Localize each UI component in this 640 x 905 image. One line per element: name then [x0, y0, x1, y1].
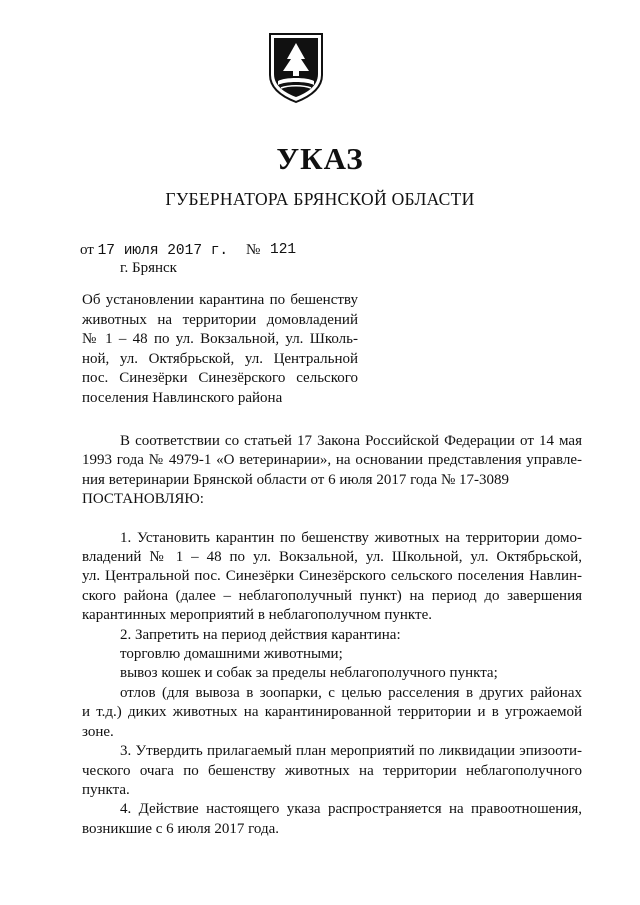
city: г. Брянск	[120, 260, 177, 276]
item-2-line: отлов (для вывоза в зоопарки, с целью расселения в других районах	[120, 684, 582, 701]
subject-line: поселения Навлинского района	[82, 389, 283, 406]
item-2-line: и т.д.) диких животных на карантинированной территории и в угрожаемой	[82, 704, 582, 721]
decree-body	[82, 432, 582, 839]
subject-line: пос. Синезёрки Синезёрского сельского	[82, 370, 358, 386]
item-2-line: торговлю домашними животными;	[120, 646, 343, 663]
item-1-line: ул. Центральной пос. Синезёрки Синезёрского сельского поселения Навлин-	[82, 568, 582, 585]
preamble-line: ния ветеринарии Брянской области от 6 июля 2017 года № 17-3089	[82, 471, 510, 488]
coat-of-arms-icon	[267, 31, 325, 105]
item-2-line: 2. Запретить на период действия карантина:	[120, 626, 401, 643]
document-subtitle: ГУБЕРНАТОРА БРЯНСКОЙ ОБЛАСТИ	[165, 189, 475, 209]
subject-line: ной, ул. Октябрьской, ул. Центральной	[82, 350, 358, 367]
date-value: 17 июля 2017 г.	[97, 243, 229, 259]
item-1-line: 1. Установить карантин по бешенству животных на территории домо-	[120, 529, 582, 546]
item-3-line: 3. Утвердить прилагаемый план мероприятий по ликвидации эпизооти-	[120, 743, 582, 760]
number-label: №	[246, 242, 261, 258]
item-1-line: владений № 1 – 48 по ул. Вокзальной, ул. Школьной, ул. Октябрьской,	[82, 549, 582, 566]
resolve-word: ПОСТАНОВЛЯЮ:	[82, 491, 204, 508]
document-title: УКАЗ	[276, 141, 364, 176]
number-value: 121	[270, 242, 297, 258]
item-1-line: карантинных мероприятий в неблагополучном пункте.	[82, 607, 432, 624]
preamble-line: 1993 года № 4979-1 «О ветеринарии», на основании представления управле-	[82, 452, 582, 469]
item-4-line: возникшие с 6 июля 2017 года.	[82, 820, 280, 837]
subject-line: животных на территории домовладений	[82, 311, 358, 328]
decree-date	[80, 242, 228, 259]
item-2-line: зоне.	[82, 723, 114, 740]
item-1-line: ского района (далее – неблагополучный пункт) на период до завершения	[82, 587, 582, 604]
date-prefix: от	[80, 242, 94, 258]
item-3-line: ческого очага по бешенству животных на территории неблагополучного	[82, 762, 582, 779]
subject-line: Об установлении карантина по бешенству	[82, 292, 358, 308]
subject-line: № 1 – 48 по ул. Вокзальной, ул. Школь-	[82, 331, 358, 347]
item-4-line: 4. Действие настоящего указа распространяется на правоотношения,	[120, 801, 582, 818]
item-2-line: вывоз кошек и собак за пределы неблагополучного пункта;	[120, 665, 498, 682]
item-3-line: пункта.	[82, 781, 130, 798]
preamble-line: В соответствии со статьей 17 Закона Российской Федерации от 14 мая	[120, 433, 582, 449]
decree-subject	[82, 291, 358, 408]
